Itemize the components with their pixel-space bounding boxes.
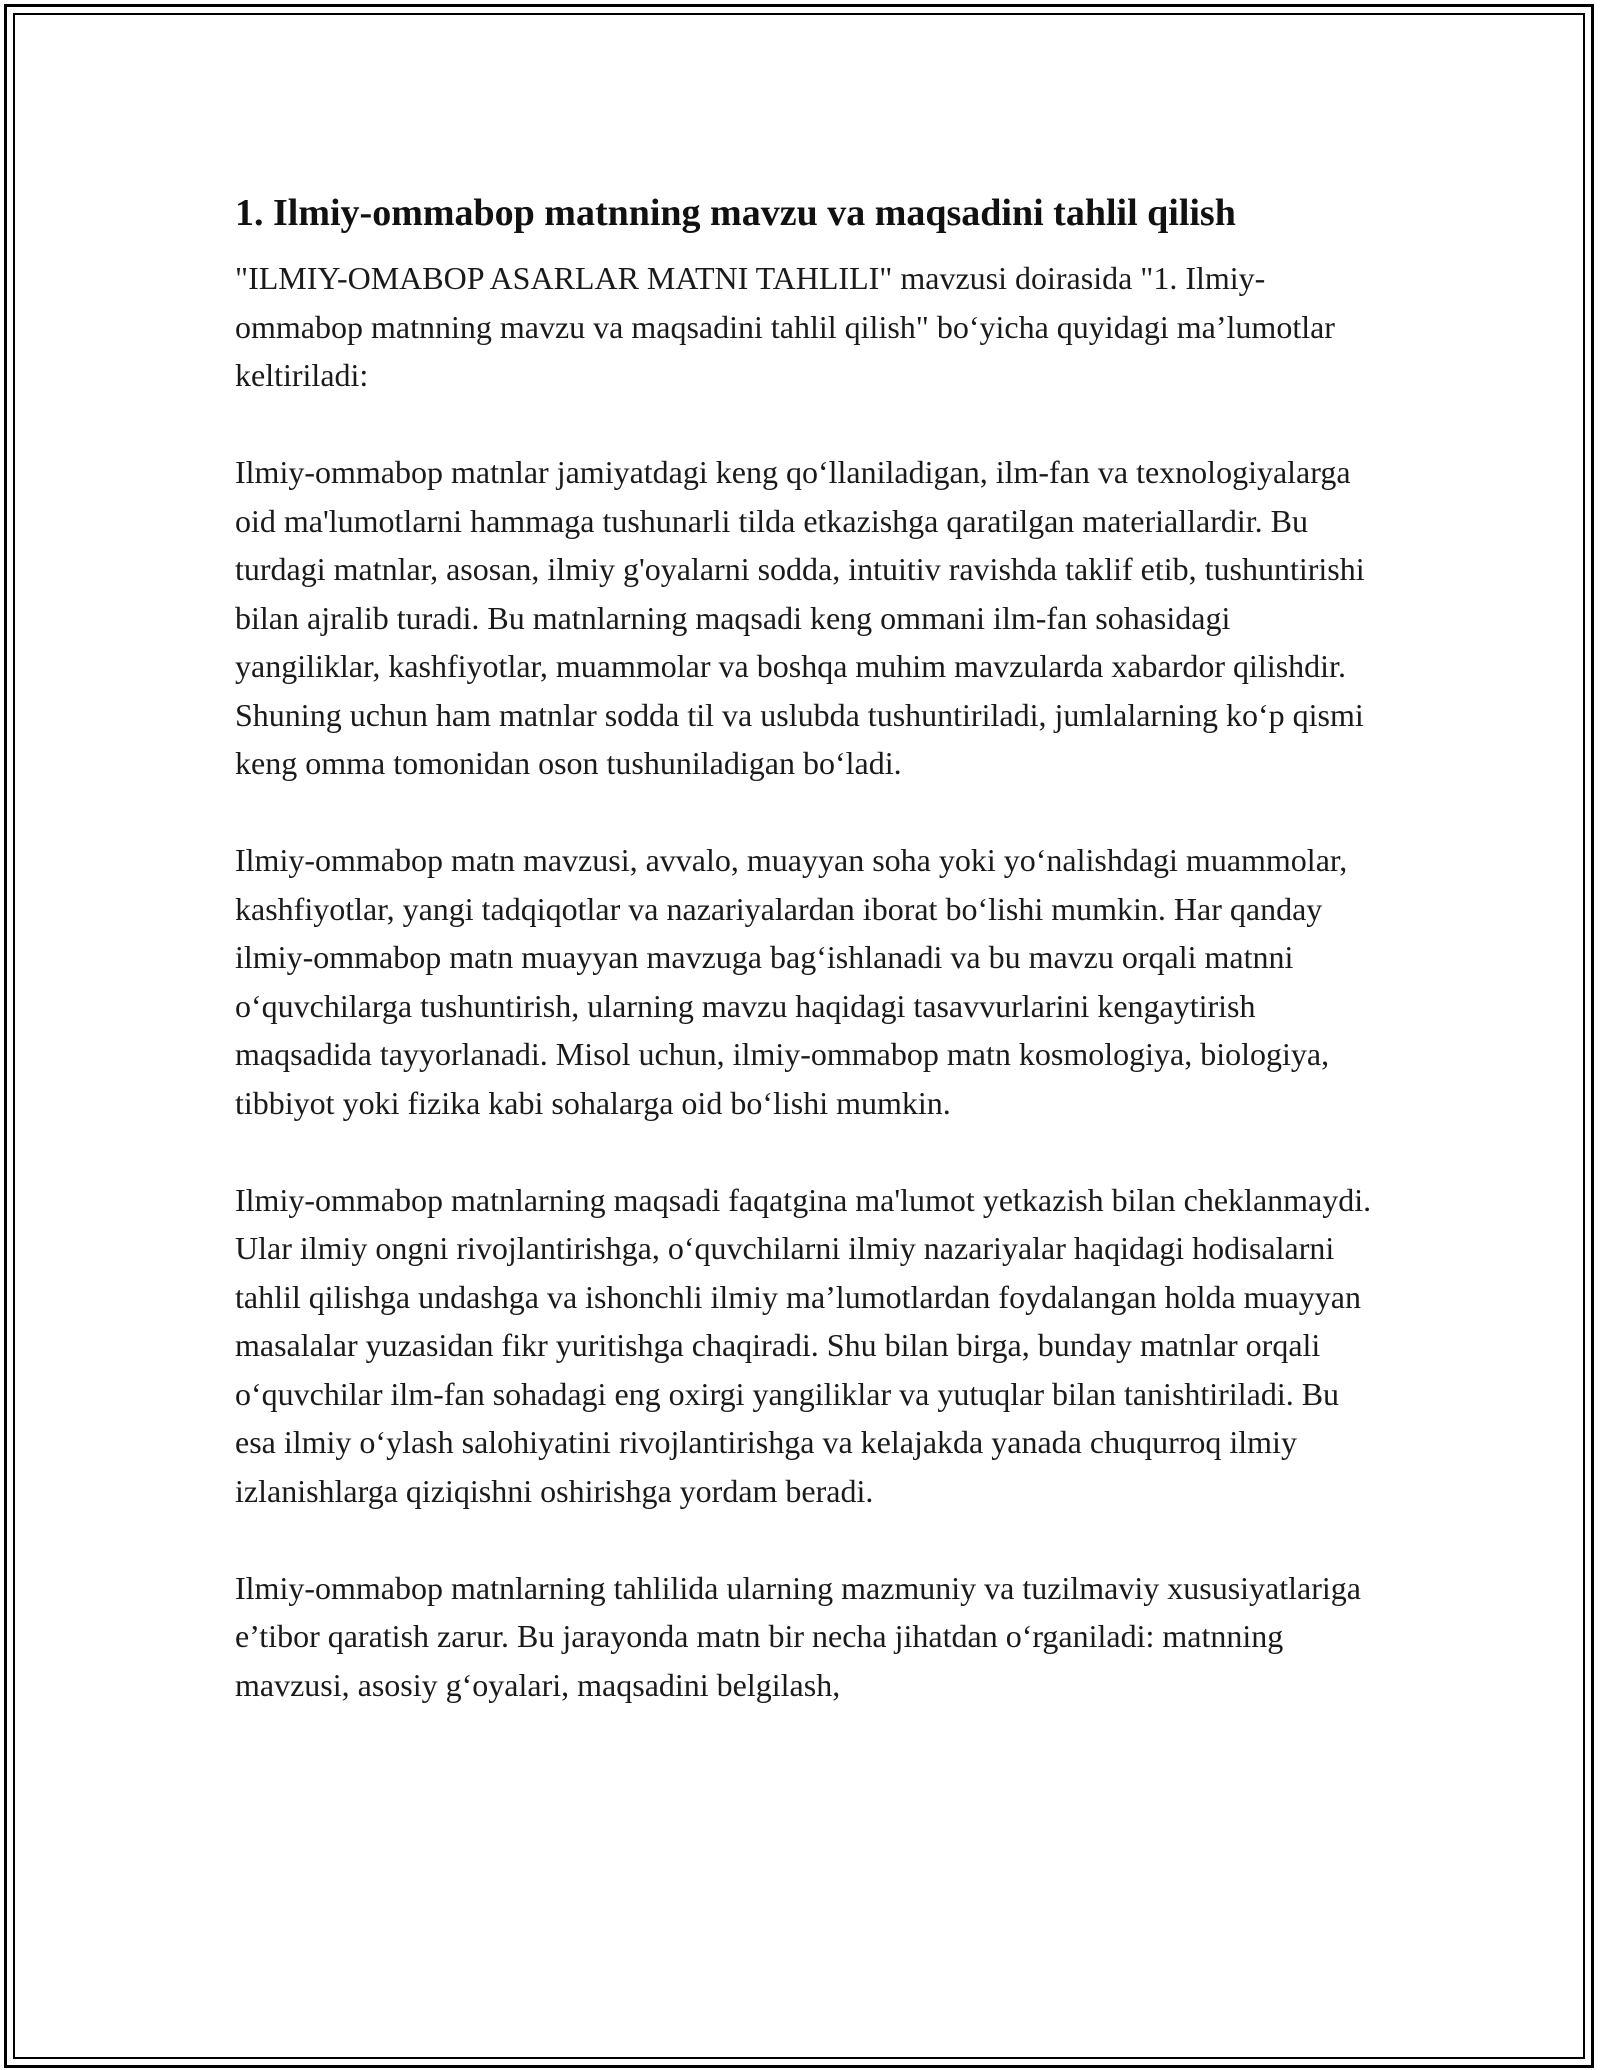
paragraph-topic: Ilmiy-ommabop matn mavzusi, avvalo, muayyan soha yoki yo‘nalishdagi muammolar, kashfiyotlar, yangi tadqiqotlar va nazariyalardan iborat bo‘lishi mumkin. Har qanday ilmiy-ommabop matn muayyan mavzuga bag‘ishlanadi va bu mavzu orqali matnni o‘quvchilarga tushuntirish, ularning mavzu haqidagi tasavvurlarini kengaytirish maqsadida tayyorlanadi. Misol uchun, ilmiy-ommabop matn kosmologiya, biologiya, tibbiyot yoki fizika kabi sohalarga oid bo‘lishi mumkin. bbox=[235, 842, 1348, 1121]
paragraph-intro: "ILMIY-OMABOP ASARLAR MATNI TAHLILI" mavzusi doirasida "1. Ilmiy-ommabop matnning mavzu va maqsadini tahlil qilish" bo‘yicha quyidagi ma’lumotlar keltiriladi: bbox=[235, 260, 1335, 393]
document-body bbox=[235, 190, 1375, 1758]
paragraph-definition: Ilmiy-ommabop matnlar jamiyatdagi keng qo‘llaniladigan, ilm-fan va texnologiyalarga oid ma'lumotlarni hammaga tushunarli tilda etkazishga qaratilgan materiallardir. Bu turdagi matnlar, asosan, ilmiy g'oyalarni sodda, intuitiv ravishda taklif etib, tushuntirishi bilan ajralib turadi. Bu matnlarning maqsadi keng ommani ilm-fan sohasidagi yangiliklar, kashfiyotlar, muammolar va boshqa muhim mavzularda xabardor qilishdir. Shuning uchun ham matnlar sodda til va uslubda tushuntiriladi, jumlalarning ko‘p qismi keng omma tomonidan oson tushuniladigan bo‘ladi. bbox=[235, 454, 1365, 781]
paragraph-purpose: Ilmiy-ommabop matnlarning maqsadi faqatgina ma'lumot yetkazish bilan cheklanmaydi. Ular ilmiy ongni rivojlantirishga, o‘quvchilarni ilmiy nazariyalar haqidagi hodisalarni tahlil qilishga undashga va ishonchli ilmiy ma’lumotlardan foydalangan holda muayyan masalalar yuzasidan fikr yuritishga chaqiradi. Shu bilan birga, bunday matnlar orqali o‘quvchilar ilm-fan sohadagi eng oxirgi yangiliklar va yutuqlar bilan tanishtiriladi. Bu esa ilmiy o‘ylash salohiyatini rivojlantirishga va kelajakda yanada chuqurroq ilmiy izlanishlarga qiziqishni oshirishga yordam beradi. bbox=[235, 1181, 1372, 1509]
paragraph-analysis: Ilmiy-ommabop matnlarning tahlilida ularning mazmuniy va tuzilmaviy xususiyatlariga e’tibor qaratish zarur. Bu jarayonda matn bir necha jihatdan o‘rganiladi: matnning mavzusi, asosiy g‘oyalari, maqsadini belgilash, bbox=[235, 1569, 1361, 1703]
section-heading: 1. Ilmiy-ommabop matnning mavzu va maqsadini tahlil qilish bbox=[235, 192, 1236, 234]
